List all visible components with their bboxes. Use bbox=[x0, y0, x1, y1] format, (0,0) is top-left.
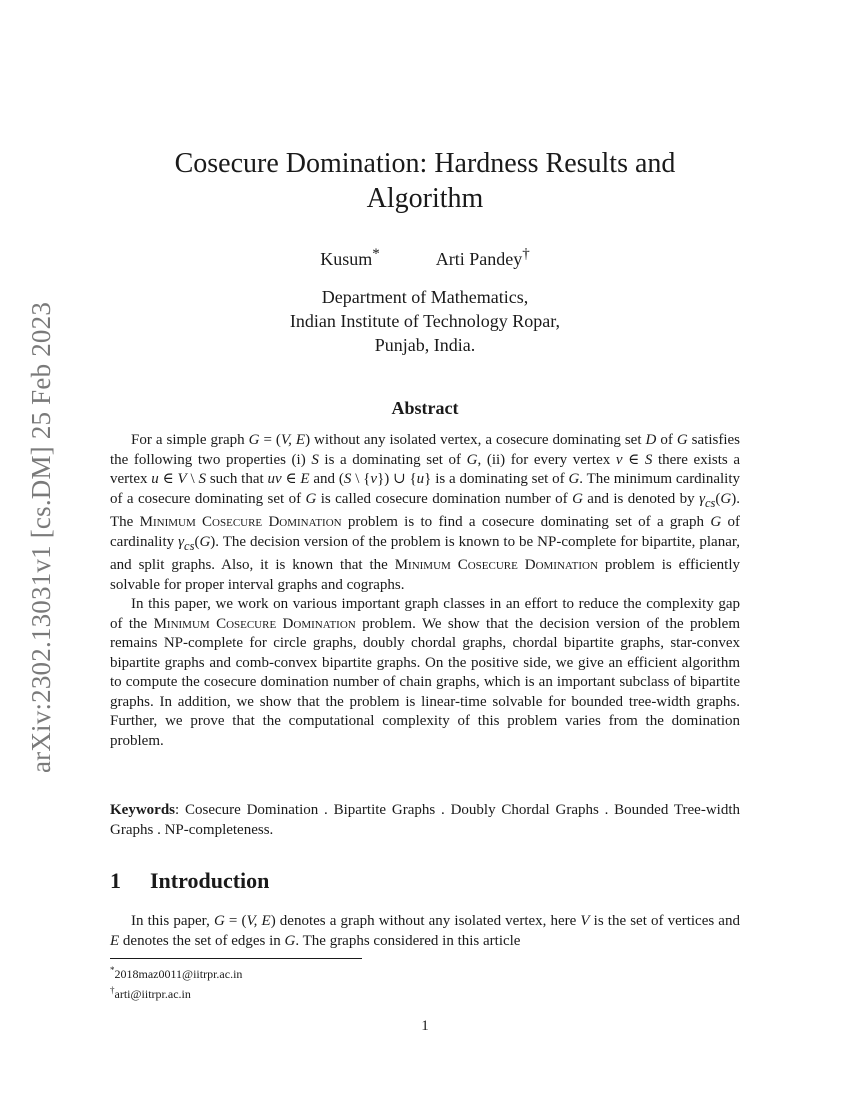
arxiv-stamp bbox=[20, 290, 64, 784]
author-mark: * bbox=[372, 246, 380, 262]
footnote-2 bbox=[110, 982, 242, 1002]
abstract-paragraph-1: For a simple graph G = (V, E) without any isolated vertex, a cosecure dominating set D of G satisfies the following two properties (i) S is a dominating set of G, (ii) for every vertex v ∈ S there exists a vertex u ∈ V \ S such that uv ∈ E and (S \ {v}) ∪ {u} is a dominating set of G. The minimum cardinality of a cosecure dominating set of G is called cosecure domination number of G and is denoted by $\gamma_{cs}(G)$. The Minimum Cosecure Domination problem is to find a cosecure dominating set of a graph G of cardinality $\gamma_{cs}(G)$. The decision version of the problem is known to be NP-complete for bipartite, planar, and split graphs. Also, it is known that the Minimum Cosecure Domination problem is efficiently solvable for proper interval graphs and cographs. bbox=[110, 432, 741, 593]
title-line-1: Cosecure Domination: Hardness Results and bbox=[174, 148, 676, 179]
problem-name: Minimum Cosecure Domination bbox=[394, 557, 598, 573]
abstract-body bbox=[110, 431, 740, 751]
arxiv-stamp-text: arXiv:2302.13031v1 [cs.DM] 25 Feb 2023 bbox=[26, 301, 57, 773]
author-list bbox=[110, 242, 740, 271]
author-1 bbox=[320, 242, 380, 271]
affiliation bbox=[110, 285, 740, 357]
footnote-mark: * bbox=[110, 965, 115, 975]
footnote-email[interactable]: arti@iitrpr.ac.in bbox=[114, 987, 191, 1001]
problem-name: Minimum Cosecure Domination bbox=[139, 514, 342, 530]
footnote-rule bbox=[110, 958, 362, 959]
keywords-label: Keywords bbox=[110, 802, 175, 818]
affiliation-line: Punjab, India. bbox=[374, 335, 476, 355]
footnote-1 bbox=[110, 962, 242, 982]
affiliation-line: Department of Mathematics, bbox=[321, 287, 529, 307]
intro-body bbox=[110, 912, 740, 951]
footnotes bbox=[110, 962, 242, 1002]
page-number: 1 bbox=[421, 1018, 429, 1034]
section-title: Introduction bbox=[150, 868, 270, 893]
author-mark: † bbox=[522, 246, 530, 262]
section-heading bbox=[110, 868, 269, 894]
author-2 bbox=[436, 242, 530, 271]
author-name: Kusum bbox=[320, 249, 373, 269]
abstract-heading: Abstract bbox=[391, 398, 459, 418]
abstract-paragraph-2: In this paper, we work on various important graph classes in an effort to reduce the complexity gap of the Minimum Cosecure Domination problem. We show that the decision version of the problem remains NP-complete for circle graphs, doubly chordal graphs, chordal bipartite graphs, star-convex bipartite graphs and comb-convex bipartite graphs. On the positive side, we give an efficient algorithm to compute the cosecure domination number of chain graphs, which is an important subclass of bipartite graphs. In addition, we show that the problem is linear-time solvable for bounded tree-width graphs. Further, we prove that the computational complexity of this problem varies from the domination problem. bbox=[110, 596, 740, 749]
keywords bbox=[110, 801, 740, 840]
keywords-text: : Cosecure Domination . Bipartite Graphs . Doubly Chordal Graphs . Bounded Tree-width Graphs . NP-completeness. bbox=[110, 802, 740, 838]
section-number: 1 bbox=[110, 868, 121, 893]
author-name: Arti Pandey bbox=[435, 249, 523, 269]
footnote-mark: † bbox=[110, 985, 115, 995]
intro-paragraph: In this paper, G = (V, E) denotes a graph without any isolated vertex, here V is the set of vertices and E denotes the set of edges in G. The graphs considered in this article bbox=[110, 913, 740, 949]
title-line-2: Algorithm bbox=[366, 183, 484, 214]
paper-title bbox=[110, 146, 740, 216]
footnote-email[interactable]: 2018maz0011@iitrpr.ac.in bbox=[114, 967, 243, 981]
problem-name: Minimum Cosecure Domination bbox=[153, 615, 356, 632]
affiliation-line: Indian Institute of Technology Ropar, bbox=[289, 311, 561, 331]
